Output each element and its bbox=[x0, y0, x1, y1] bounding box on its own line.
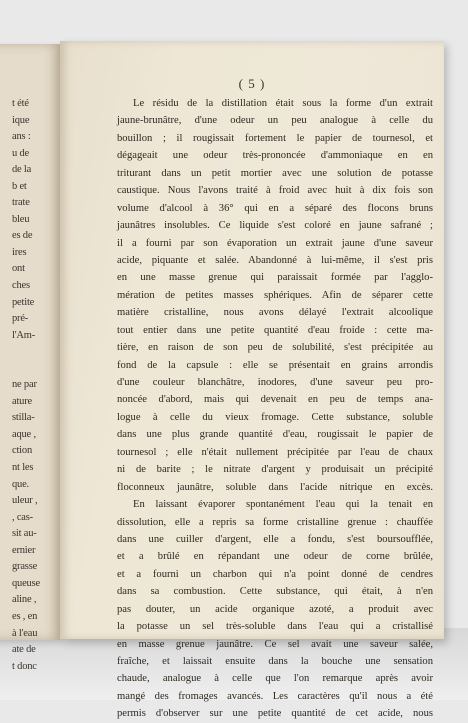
left-page-line: sit au- bbox=[12, 528, 37, 540]
left-page-line: ction bbox=[12, 445, 32, 457]
text-line: noncée d'abord, mais qui devenait en peu de temps ana- bbox=[117, 394, 433, 406]
left-page-line bbox=[12, 361, 52, 378]
text-line: et a fourni un charbon qui n'a point donné de cendres bbox=[117, 568, 433, 580]
text-line: matière cristalline, nous avons délayé l'extrait alcoolique bbox=[117, 307, 433, 319]
text-line: floconneux jaunâtre, soluble dans l'acide nitrique en excès. bbox=[117, 481, 433, 493]
text-line: acide, piquante et salée. Abandonné à lui-même, il s'est pris bbox=[117, 254, 433, 266]
left-page-line: de la bbox=[12, 164, 32, 176]
text-line: tout entier dans une petite quantité d'eau froide : cette ma- bbox=[117, 324, 433, 336]
left-page-line: b et bbox=[12, 180, 27, 192]
left-page-line: grasse bbox=[12, 561, 38, 573]
text-line: dissolution, elle a repris sa forme cristalline grenue : chauffée bbox=[117, 516, 433, 528]
left-page-line: aque , bbox=[12, 428, 36, 440]
left-page-line: t été bbox=[12, 98, 29, 109]
text-line: logue à celle du vieux fromage. Cette substance, soluble bbox=[117, 411, 433, 423]
left-page-line: ate de bbox=[12, 644, 36, 656]
text-line: volume d'alcool à 36° qui en a séparé des flocons bruns bbox=[117, 202, 433, 214]
text-line: dans sa combustion. Cette substance, qui était, à n'en bbox=[117, 586, 433, 598]
left-page-line: , cas- bbox=[12, 511, 33, 523]
left-page-line: es de bbox=[12, 230, 33, 242]
left-page-line: queuse bbox=[12, 577, 40, 589]
text-line: en une masse grenue qui paraissait formée par l'agglo- bbox=[117, 272, 433, 284]
left-page-line: ans : bbox=[12, 131, 31, 143]
text-line: et a brûlé en répandant une odeur de corne brûlée, bbox=[117, 551, 433, 563]
left-page bbox=[0, 44, 60, 672]
text-line: chaude, analogue à celle que l'on remarque après avoir bbox=[117, 673, 433, 685]
left-page-line: l'Am- bbox=[12, 329, 36, 341]
text-line: ni de barite ; le nitrate d'argent y produisait un précipité bbox=[117, 464, 433, 476]
text-line: permis d'observer sur une petite quantité de cet acide, nous bbox=[117, 708, 433, 720]
left-page-line: ches bbox=[12, 280, 30, 292]
text-line: la potasse un sel très-soluble dans l'eau qui a cristallisé bbox=[117, 621, 433, 633]
left-page-line: ne par bbox=[12, 379, 37, 391]
left-page-line: pré- bbox=[12, 313, 29, 325]
text-line: mération de petites masses sphériques. Afin de séparer cette bbox=[117, 289, 433, 301]
text-line: En laissant évaporer spontanément l'eau qui la tenait en bbox=[133, 499, 433, 511]
left-page-line: uleur , bbox=[12, 495, 38, 507]
body-text bbox=[117, 95, 433, 723]
left-page-line: petite bbox=[12, 296, 35, 308]
left-page-line: u de bbox=[12, 147, 29, 159]
left-page-line: ature bbox=[12, 395, 32, 407]
left-page-line: ont bbox=[12, 263, 25, 275]
left-page-line: ernier bbox=[12, 544, 36, 556]
text-line: fraîche, et laissait ensuite dans la bouche une sensation bbox=[117, 656, 433, 667]
text-line: d'une couleur blanchâtre, inodores, d'une saveur peu pro- bbox=[117, 377, 433, 388]
text-line: dégageait une odeur très-prononcée d'ammoniaque en en bbox=[117, 150, 433, 162]
text-line: pas douter, un acide organique azoté, a produit avec bbox=[117, 603, 433, 615]
left-page-line: stilla- bbox=[12, 412, 35, 424]
left-page-line: bleu bbox=[12, 213, 30, 225]
text-line: dans une plus grande quantité d'eau, rougissait le papier de bbox=[117, 429, 433, 441]
text-line: jaunâtres insolubles. Ce liquide s'est coloré en jaune safrané ; bbox=[117, 220, 433, 232]
text-line: mangé des fromages avancés. Les caractères qu'il nous a été bbox=[117, 690, 433, 702]
text-line: dans une cuiller d'argent, elle a fondu, s'est boursoufflée, bbox=[117, 533, 433, 545]
page-number: ( 5 ) bbox=[238, 76, 266, 91]
text-line: Le résidu de la distillation était sous la forme d'un extrait bbox=[133, 98, 433, 109]
left-page-line: à l'eau bbox=[12, 627, 38, 639]
text-line: triturant dans un petit mortier avec une solution de potasse bbox=[117, 167, 433, 179]
text-line: tournesol ; elle n'était nullement précipitée par l'eau de chaux bbox=[117, 446, 433, 458]
left-page-line: aline , bbox=[12, 594, 37, 606]
text-line: en masse grenue jaunâtre. Ce sel avait une saveur salée, bbox=[117, 638, 433, 650]
left-page-line: trate bbox=[12, 197, 30, 209]
text-line: caustique. Nous l'avons traité à froid avec huit à dix fois son bbox=[117, 185, 433, 197]
text-line: fond de la capsule : elle se présentait en grains arrondis bbox=[117, 359, 433, 371]
left-page-line bbox=[12, 344, 52, 361]
left-page-line: t donc bbox=[12, 660, 37, 672]
text-line: il a fourni par son évaporation un extrait jaune d'une saveur bbox=[117, 237, 433, 249]
left-page-line: ires bbox=[12, 246, 27, 258]
right-page bbox=[60, 41, 444, 720]
left-page-line: que. bbox=[12, 478, 29, 490]
text-line: bouillon ; il rougissait fortement le papier de tournesol, et bbox=[117, 132, 433, 144]
left-page-line: es , en bbox=[12, 610, 38, 622]
text-line: jaune-brunâtre, d'une odeur un peu analogue à celle du bbox=[117, 115, 433, 127]
text-line: tière, en raison de son peu de solubilité, s'est précipitée au bbox=[117, 342, 433, 354]
left-page-line: nt les bbox=[12, 462, 34, 474]
left-page-line: ique bbox=[12, 114, 30, 126]
left-page-text bbox=[12, 96, 52, 675]
